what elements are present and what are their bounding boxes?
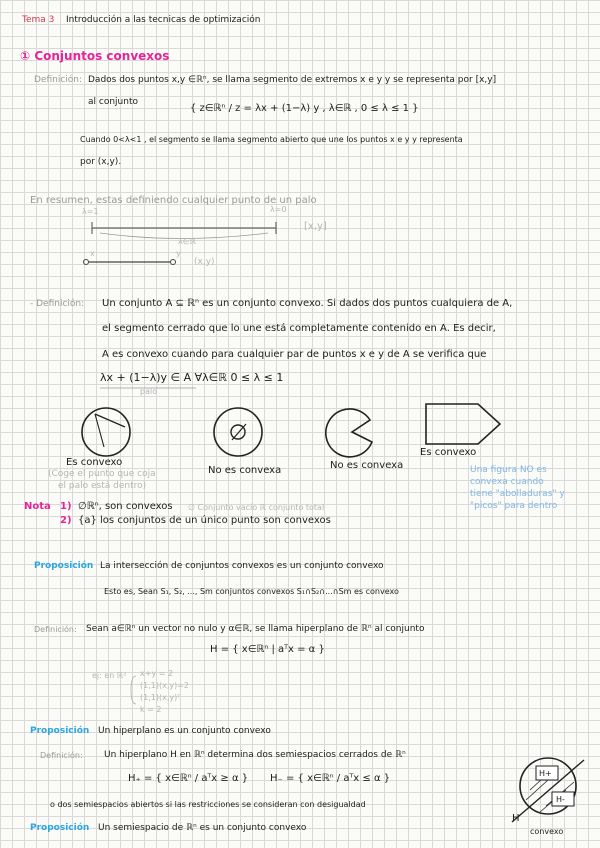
tema-label: Tema 3 <box>22 15 55 25</box>
definition-label: Definición: <box>40 751 83 760</box>
figure-label: No es convexa <box>330 460 404 471</box>
convex-circle-figure <box>82 408 130 456</box>
open-point-y <box>171 260 176 265</box>
definition-text: por (x,y). <box>80 157 122 167</box>
blue-note: convexa cuando <box>470 477 544 487</box>
proposition-label: Proposición <box>30 726 90 736</box>
diagram-caption: convexo <box>530 827 564 836</box>
annulus-figure <box>214 408 262 456</box>
example-line: (1,1)(x,y)=2 <box>140 681 190 690</box>
definition-text: Sean a∈ℝⁿ un vector no nulo y α∈ℝ, se llama hiperplano de ℝⁿ al conjunto <box>86 624 425 634</box>
nota-number: 2) <box>60 515 72 526</box>
proposition-label: Proposición <box>34 561 94 571</box>
example-label: ej: en ℝ² <box>92 671 127 680</box>
point-y-label: y <box>176 249 181 258</box>
definition-label: - Definición: <box>30 299 85 309</box>
summary-text: En resumen, estas definiendo cualquier punto de un palo <box>30 195 317 206</box>
section-title: ① Conjuntos convexos <box>20 49 170 63</box>
hyperplane-formula: H = { x∈ℝⁿ | aᵀx = α } <box>210 644 325 655</box>
proposition-text: Un semiespacio de ℝⁿ es un conjunto convexo <box>98 823 307 833</box>
figure-note: el palo está dentro) <box>58 481 147 491</box>
example-line: k = 2 <box>140 705 162 714</box>
nota-number: 1) <box>60 501 72 512</box>
nota-text: {a} los conjuntos de un único punto son convexos <box>78 515 331 526</box>
halfspace-diagram <box>512 758 584 822</box>
closed-segment-label: [x,y] <box>304 221 327 232</box>
figure-label: No es convexa <box>208 465 282 476</box>
definition-text: Un conjunto A ⊆ ℝⁿ es un conjunto convexo. Si dados dos puntos cualquiera de A, <box>102 298 513 309</box>
definition-text: el segmento cerrado que lo une está completamente contenido en A. Es decir, <box>102 323 496 334</box>
blue-note: tiene "abolladuras" y <box>470 489 565 499</box>
definition-label: Definición: <box>34 625 77 634</box>
definition-text: Cuando 0<λ<1 , el segmento se llama segmento abierto que une los puntos x e y y representa <box>80 135 463 144</box>
definition-text: o dos semiespacios abiertos si las restricciones se consideran con desigualdad <box>50 800 366 809</box>
convex-formula: λx + (1−λ)y ∈ A ∀λ∈ℝ 0 ≤ λ ≤ 1 <box>100 371 284 384</box>
figure-label: Es convexo <box>420 447 477 458</box>
definition-text: al conjunto <box>88 97 138 107</box>
definition-text: Dados dos puntos x,y ∈ℝⁿ, se llama segmento de extremos x e y y se representa por [x,y] <box>88 75 497 85</box>
nota-label: Nota <box>24 501 51 512</box>
lambda-domain-label: λ∈ℝ <box>178 237 197 246</box>
diagram-h-label: H <box>512 813 520 824</box>
palo-note: palo <box>140 387 158 396</box>
proposition-text: La intersección de conjuntos convexos es un conjunto convexo <box>100 561 384 571</box>
figure-label: Es convexo <box>66 457 123 468</box>
blue-note: "picos" para dentro <box>470 501 558 511</box>
proposition-label: Proposición <box>30 823 90 833</box>
open-segment-label: (x,y) <box>194 257 215 267</box>
halfspace-minus-formula: H₋ = { x∈ℝⁿ / aᵀx ≤ α } <box>270 773 391 784</box>
segment-formula: { z∈ℝⁿ / z = λx + (1−λ) y , λ∈ℝ , 0 ≤ λ ≤ 1 } <box>190 103 419 114</box>
lambda-one-label: λ=1 <box>82 207 99 216</box>
diagram-hminus-label: H- <box>556 795 565 804</box>
halfspace-plus-formula: H₊ = { x∈ℝⁿ / aᵀx ≥ α } <box>128 773 249 784</box>
point-x-label: x <box>90 249 95 258</box>
definition-label: Definición: <box>34 75 83 85</box>
definition-text: A es convexo cuando para cualquier par de puntos x e y de A se verifica que <box>102 349 487 360</box>
proposition-text: Un hiperplano es un conjunto convexo <box>98 726 271 736</box>
nota-grey: ∅ Conjunto vacío ℝ conjunto total <box>188 503 325 512</box>
lambda-zero-label: λ=0 <box>270 205 287 214</box>
definition-text: Un hiperplano H en ℝⁿ determina dos semiespacios cerrados de ℝⁿ <box>104 750 406 760</box>
pacman-figure <box>326 409 372 457</box>
pentagon-figure <box>426 404 500 444</box>
example-line: (1,1)(x,y)ᵀ <box>140 693 181 702</box>
open-point-x <box>84 260 89 265</box>
page-title: Introducción a las tecnicas de optimización <box>66 15 261 25</box>
figure-note: (Coge el punto que coja <box>48 469 156 479</box>
proposition-text: Esto es, Sean S₁, S₂, ..., Sm conjuntos convexos S₁∩S₂∩...∩Sm es convexo <box>104 587 399 596</box>
example-line: x+y = 2 <box>140 669 174 678</box>
nota-text: ∅ℝⁿ, son convexos <box>78 501 173 512</box>
blue-note: Una figura NO es <box>470 465 547 475</box>
diagram-hplus-label: H+ <box>539 769 552 778</box>
